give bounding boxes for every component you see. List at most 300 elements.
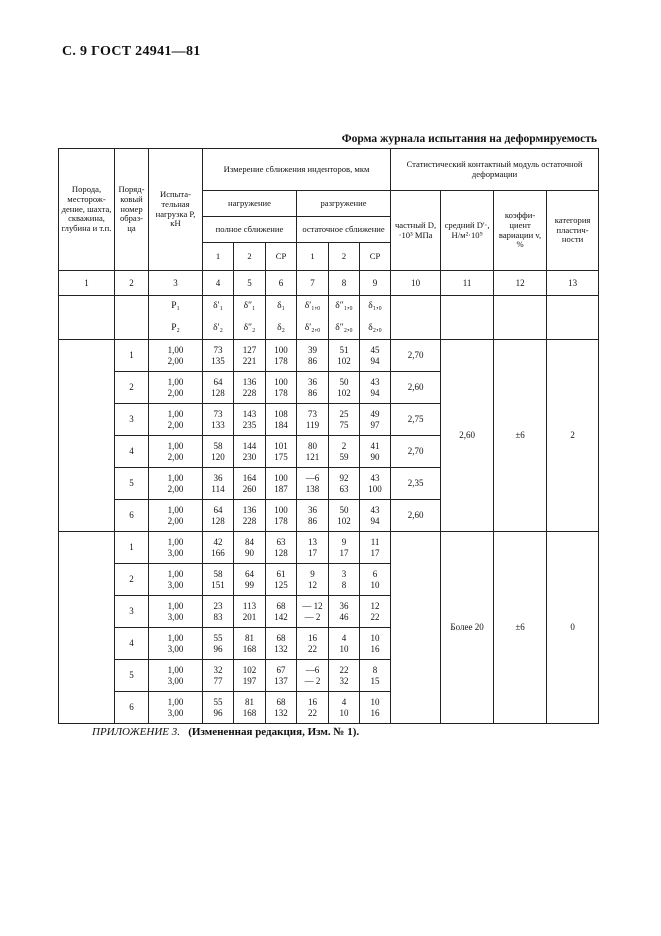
value-top: 1,00 bbox=[167, 505, 184, 516]
value-top: 49 bbox=[370, 409, 380, 420]
value-bottom: 133 bbox=[211, 419, 225, 430]
value-cell bbox=[360, 692, 391, 724]
rock-cell bbox=[59, 296, 115, 340]
value-top: 55 bbox=[213, 633, 223, 644]
value-cell bbox=[297, 468, 329, 500]
symbol-delta: δ″₁ bbox=[234, 296, 266, 318]
value-cell bbox=[329, 660, 360, 692]
value-top: 43 bbox=[370, 473, 380, 484]
value-top: 10 bbox=[370, 697, 380, 708]
value-bottom: 17 bbox=[339, 547, 349, 558]
value-bottom: 2,00 bbox=[167, 387, 184, 398]
value-bottom: 102 bbox=[337, 355, 351, 366]
column-number: 6 bbox=[266, 271, 297, 296]
value-bottom: 16 bbox=[370, 643, 380, 654]
header-coef: коэффи-циент вариации v, % bbox=[494, 191, 547, 271]
column-number: 10 bbox=[391, 271, 441, 296]
sample-number: 2 bbox=[115, 372, 149, 404]
mean-cell bbox=[441, 296, 494, 340]
header-modulus: Статистический контактный модуль остаточной деформации bbox=[391, 149, 599, 191]
value-bottom: 3,00 bbox=[167, 579, 184, 590]
value-top: 45 bbox=[370, 345, 380, 356]
value-top: 164 bbox=[242, 473, 257, 484]
value-bottom: 151 bbox=[211, 579, 225, 590]
value-top: 51 bbox=[339, 345, 349, 356]
value-bottom: 2,00 bbox=[167, 451, 184, 462]
value-top: 102 bbox=[242, 665, 257, 676]
page-header: С. 9 ГОСТ 24941—81 bbox=[62, 44, 201, 59]
symbol-delta: δ′₁,₀ bbox=[297, 296, 329, 318]
value-bottom: 128 bbox=[211, 387, 225, 398]
value-top: 36 bbox=[339, 601, 349, 612]
value-cell bbox=[266, 436, 297, 468]
value-top: — 12 bbox=[302, 601, 323, 612]
coef-value: ±6 bbox=[494, 532, 547, 724]
value-cell bbox=[297, 692, 329, 724]
value-cell bbox=[266, 660, 297, 692]
value-top: 16 bbox=[308, 633, 317, 644]
value-bottom: 178 bbox=[274, 387, 288, 398]
value-bottom: 17 bbox=[370, 547, 380, 558]
column-number: 2 bbox=[115, 271, 149, 296]
value-bottom: 10 bbox=[339, 643, 349, 654]
value-top: 81 bbox=[245, 633, 254, 644]
value-top: 2 bbox=[341, 441, 347, 452]
partial-value: 2,70 bbox=[391, 436, 441, 468]
value-cell bbox=[297, 628, 329, 660]
rock-cell bbox=[59, 532, 115, 724]
value-bottom: 125 bbox=[274, 579, 288, 590]
sample-number: 4 bbox=[115, 628, 149, 660]
value-top: 68 bbox=[276, 633, 286, 644]
header-partial: частный D, ·10³ МПа bbox=[391, 191, 441, 271]
value-top: 16 bbox=[308, 697, 317, 708]
value-bottom: 3,00 bbox=[167, 707, 184, 718]
header-sub: 1 bbox=[203, 243, 234, 271]
value-cell bbox=[234, 468, 266, 500]
value-top: 4 bbox=[341, 697, 347, 708]
value-cell bbox=[360, 468, 391, 500]
header-mean: средний D'·, Н/м²·10⁹ bbox=[441, 191, 494, 271]
value-bottom: 228 bbox=[242, 515, 257, 526]
value-cell bbox=[203, 500, 234, 532]
value-cell bbox=[297, 532, 329, 564]
value-top: 43 bbox=[370, 505, 380, 516]
symbol-delta: δ′₁ bbox=[203, 296, 234, 318]
value-top: 50 bbox=[339, 505, 349, 516]
value-top: 64 bbox=[245, 569, 254, 580]
partial-value: 2,60 bbox=[391, 500, 441, 532]
value-cell bbox=[360, 372, 391, 404]
value-bottom: 2,00 bbox=[167, 483, 184, 494]
value-cell bbox=[203, 468, 234, 500]
value-top: 3 bbox=[341, 569, 347, 580]
value-bottom: 86 bbox=[308, 355, 317, 366]
value-top: 36 bbox=[213, 473, 223, 484]
category-value: 2 bbox=[547, 340, 599, 532]
value-top: 64 bbox=[213, 505, 223, 516]
value-bottom: 3,00 bbox=[167, 547, 184, 558]
value-bottom: 2,00 bbox=[167, 355, 184, 366]
column-number: 5 bbox=[234, 271, 266, 296]
value-bottom: 3,00 bbox=[167, 611, 184, 622]
load-cell bbox=[149, 628, 203, 660]
value-bottom: 166 bbox=[211, 547, 225, 558]
value-top: 73 bbox=[308, 409, 317, 420]
value-cell bbox=[203, 404, 234, 436]
value-bottom: 96 bbox=[213, 707, 223, 718]
value-top: 1,00 bbox=[167, 377, 184, 388]
appendix-label: ПРИЛОЖЕНИЕ 3. bbox=[92, 726, 180, 738]
header-sub: 1 bbox=[297, 243, 329, 271]
header-full: полное сближение bbox=[203, 217, 297, 243]
value-bottom: 90 bbox=[370, 451, 380, 462]
value-top: 22 bbox=[339, 665, 349, 676]
category-value: 0 bbox=[547, 532, 599, 724]
value-bottom: 2,00 bbox=[167, 515, 184, 526]
value-bottom: 201 bbox=[242, 611, 257, 622]
value-top: 1,00 bbox=[167, 537, 184, 548]
value-top: 1,00 bbox=[167, 569, 184, 580]
value-bottom: 16 bbox=[370, 707, 380, 718]
value-bottom: 97 bbox=[370, 419, 380, 430]
value-bottom: 135 bbox=[211, 355, 225, 366]
value-bottom: 22 bbox=[370, 611, 380, 622]
value-top: 73 bbox=[213, 409, 223, 420]
value-bottom: 187 bbox=[274, 483, 288, 494]
value-cell bbox=[329, 692, 360, 724]
load-cell bbox=[149, 660, 203, 692]
value-bottom: 100 bbox=[368, 483, 382, 494]
sample-number: 1 bbox=[115, 532, 149, 564]
symbol-p1: P₁ bbox=[149, 296, 203, 318]
value-cell bbox=[329, 340, 360, 372]
value-top: 1,00 bbox=[167, 441, 184, 452]
value-cell bbox=[266, 372, 297, 404]
value-top: 1,00 bbox=[167, 665, 184, 676]
value-top: 36 bbox=[308, 505, 317, 516]
header-sub: СР bbox=[266, 243, 297, 271]
value-bottom: 8 bbox=[341, 579, 347, 590]
value-cell bbox=[329, 628, 360, 660]
value-cell bbox=[329, 500, 360, 532]
value-top: 4 bbox=[341, 633, 347, 644]
load-cell bbox=[149, 340, 203, 372]
value-bottom: — 2 bbox=[304, 611, 321, 622]
value-top: 25 bbox=[339, 409, 349, 420]
value-bottom: 175 bbox=[274, 451, 288, 462]
value-cell bbox=[360, 596, 391, 628]
value-cell bbox=[266, 692, 297, 724]
partial-value: 2,70 bbox=[391, 340, 441, 372]
value-cell bbox=[329, 404, 360, 436]
load-cell bbox=[149, 596, 203, 628]
sample-number: 4 bbox=[115, 436, 149, 468]
value-bottom: 120 bbox=[211, 451, 225, 462]
value-cell bbox=[360, 340, 391, 372]
value-top: 108 bbox=[274, 409, 288, 420]
value-bottom: 235 bbox=[242, 419, 257, 430]
value-bottom: 32 bbox=[339, 675, 349, 686]
footer-note bbox=[92, 726, 359, 738]
symbol-delta: δ₁,₀ bbox=[360, 296, 391, 318]
value-top: 127 bbox=[242, 345, 257, 356]
value-bottom: 94 bbox=[370, 355, 380, 366]
value-top: 63 bbox=[276, 537, 286, 548]
value-cell bbox=[266, 404, 297, 436]
coef-value: ±6 bbox=[494, 340, 547, 532]
value-top: 100 bbox=[274, 345, 288, 356]
value-cell bbox=[234, 500, 266, 532]
value-top: 113 bbox=[242, 601, 257, 612]
value-cell bbox=[234, 660, 266, 692]
table-row bbox=[59, 340, 599, 372]
value-top: 32 bbox=[213, 665, 223, 676]
value-cell bbox=[203, 372, 234, 404]
value-bottom: 2,00 bbox=[167, 419, 184, 430]
column-number: 1 bbox=[59, 271, 115, 296]
value-bottom: 17 bbox=[308, 547, 317, 558]
load-cell bbox=[149, 500, 203, 532]
value-cell bbox=[329, 532, 360, 564]
header-loading: нагружение bbox=[203, 191, 297, 217]
sample-number: 6 bbox=[115, 692, 149, 724]
value-top: 1,00 bbox=[167, 633, 184, 644]
value-bottom: 12 bbox=[308, 579, 317, 590]
value-cell bbox=[297, 596, 329, 628]
column-number: 9 bbox=[360, 271, 391, 296]
value-bottom: 128 bbox=[274, 547, 288, 558]
value-top: 80 bbox=[308, 441, 317, 452]
sample-number: 3 bbox=[115, 404, 149, 436]
value-bottom: 184 bbox=[274, 419, 288, 430]
value-cell bbox=[234, 564, 266, 596]
header-sub: 2 bbox=[329, 243, 360, 271]
value-bottom: 142 bbox=[274, 611, 288, 622]
value-bottom: 22 bbox=[308, 643, 317, 654]
value-top: 144 bbox=[242, 441, 257, 452]
value-bottom: 178 bbox=[274, 515, 288, 526]
value-top: 1,00 bbox=[167, 697, 184, 708]
value-cell bbox=[203, 436, 234, 468]
value-cell bbox=[234, 692, 266, 724]
value-top: 64 bbox=[213, 377, 223, 388]
sample-number: 1 bbox=[115, 340, 149, 372]
value-cell bbox=[266, 596, 297, 628]
value-cell bbox=[266, 468, 297, 500]
value-cell bbox=[329, 372, 360, 404]
value-top: 58 bbox=[213, 569, 223, 580]
category-cell bbox=[547, 296, 599, 340]
table-row bbox=[59, 532, 599, 564]
sample-number: 3 bbox=[115, 596, 149, 628]
symbol-p2: P₂ bbox=[149, 318, 203, 340]
value-top: 23 bbox=[213, 601, 223, 612]
value-bottom: 3,00 bbox=[167, 675, 184, 686]
value-bottom: 138 bbox=[305, 483, 320, 494]
mean-value: 2,60 bbox=[441, 340, 494, 532]
value-cell bbox=[360, 436, 391, 468]
value-cell bbox=[234, 340, 266, 372]
value-bottom: 83 bbox=[213, 611, 223, 622]
value-bottom: — 2 bbox=[304, 675, 321, 686]
value-top: 100 bbox=[274, 473, 288, 484]
value-bottom: 132 bbox=[274, 643, 288, 654]
value-bottom: 63 bbox=[339, 483, 349, 494]
sample-number: 6 bbox=[115, 500, 149, 532]
value-bottom: 114 bbox=[211, 483, 225, 494]
value-cell bbox=[297, 372, 329, 404]
value-top: 73 bbox=[213, 345, 223, 356]
column-number: 3 bbox=[149, 271, 203, 296]
value-top: 13 bbox=[308, 537, 317, 548]
value-cell bbox=[234, 596, 266, 628]
value-bottom: 132 bbox=[274, 707, 288, 718]
mean-value: Более 20 bbox=[441, 532, 494, 724]
value-bottom: 86 bbox=[308, 515, 317, 526]
value-top: 61 bbox=[276, 569, 286, 580]
value-bottom: 230 bbox=[242, 451, 257, 462]
symbol-delta: δ″₂,₀ bbox=[329, 318, 360, 340]
value-bottom: 221 bbox=[242, 355, 257, 366]
load-cell bbox=[149, 692, 203, 724]
symbol-delta: δ″₂ bbox=[234, 318, 266, 340]
value-top: 1,00 bbox=[167, 409, 184, 420]
value-bottom: 260 bbox=[242, 483, 257, 494]
value-cell bbox=[360, 404, 391, 436]
symbol-delta: δ₂ bbox=[266, 318, 297, 340]
value-top: 36 bbox=[308, 377, 317, 388]
value-cell bbox=[203, 340, 234, 372]
value-top: 9 bbox=[341, 537, 347, 548]
value-top: 42 bbox=[213, 537, 223, 548]
rock-cell bbox=[59, 340, 115, 532]
value-top: 1,00 bbox=[167, 345, 184, 356]
symbol-delta: δ″₁,₀ bbox=[329, 296, 360, 318]
value-top: 8 bbox=[372, 665, 378, 676]
value-cell bbox=[297, 660, 329, 692]
value-cell bbox=[329, 564, 360, 596]
value-top: 81 bbox=[245, 697, 254, 708]
value-bottom: 121 bbox=[305, 451, 320, 462]
sample-number: 2 bbox=[115, 564, 149, 596]
value-bottom: 22 bbox=[308, 707, 317, 718]
coef-cell bbox=[494, 296, 547, 340]
column-number: 4 bbox=[203, 271, 234, 296]
header-convergence: Измерение сближения инденторов, мкм bbox=[203, 149, 391, 191]
value-bottom: 102 bbox=[337, 387, 351, 398]
revision-note: (Измененная редакция, Изм. № 1). bbox=[188, 726, 360, 738]
value-cell bbox=[360, 660, 391, 692]
value-cell bbox=[360, 564, 391, 596]
value-bottom: 10 bbox=[370, 579, 380, 590]
value-bottom: 10 bbox=[339, 707, 349, 718]
value-cell bbox=[234, 404, 266, 436]
number-cell bbox=[115, 296, 149, 340]
value-top: 11 bbox=[370, 537, 380, 548]
value-cell bbox=[360, 628, 391, 660]
value-cell bbox=[266, 564, 297, 596]
value-cell bbox=[297, 340, 329, 372]
value-top: 84 bbox=[245, 537, 254, 548]
load-cell bbox=[149, 436, 203, 468]
value-top: 43 bbox=[370, 377, 380, 388]
value-bottom: 128 bbox=[211, 515, 225, 526]
value-bottom: 75 bbox=[339, 419, 349, 430]
value-cell bbox=[360, 532, 391, 564]
value-cell bbox=[329, 596, 360, 628]
value-bottom: 46 bbox=[339, 611, 349, 622]
value-cell bbox=[234, 372, 266, 404]
value-top: 12 bbox=[370, 601, 380, 612]
value-cell bbox=[297, 436, 329, 468]
value-bottom: 137 bbox=[274, 675, 288, 686]
value-cell bbox=[203, 564, 234, 596]
value-top: 55 bbox=[213, 697, 223, 708]
value-top: 39 bbox=[308, 345, 317, 356]
value-top: 92 bbox=[339, 473, 349, 484]
value-bottom: 94 bbox=[370, 515, 380, 526]
value-top: 68 bbox=[276, 697, 286, 708]
value-bottom: 228 bbox=[242, 387, 257, 398]
value-top: 136 bbox=[242, 505, 257, 516]
value-cell bbox=[234, 532, 266, 564]
value-top: 136 bbox=[242, 377, 257, 388]
value-bottom: 99 bbox=[245, 579, 254, 590]
value-cell bbox=[329, 468, 360, 500]
value-bottom: 168 bbox=[242, 707, 257, 718]
value-cell bbox=[266, 628, 297, 660]
test-log-table bbox=[58, 148, 598, 724]
load-cell bbox=[149, 532, 203, 564]
column-number: 12 bbox=[494, 271, 547, 296]
value-top: —6 bbox=[305, 473, 320, 484]
header-sample-number: Поряд-ковый номер образ-ца bbox=[115, 149, 149, 271]
value-top: 50 bbox=[339, 377, 349, 388]
value-top: 68 bbox=[276, 601, 286, 612]
value-cell bbox=[203, 660, 234, 692]
value-top: 41 bbox=[370, 441, 380, 452]
column-number: 11 bbox=[441, 271, 494, 296]
value-cell bbox=[234, 436, 266, 468]
value-cell bbox=[297, 564, 329, 596]
symbol-delta: δ′₂,₀ bbox=[297, 318, 329, 340]
value-bottom: 77 bbox=[213, 675, 223, 686]
value-cell bbox=[234, 628, 266, 660]
value-top: 67 bbox=[276, 665, 286, 676]
column-number: 13 bbox=[547, 271, 599, 296]
value-bottom: 197 bbox=[242, 675, 257, 686]
value-top: 101 bbox=[274, 441, 288, 452]
partial-value: 2,60 bbox=[391, 372, 441, 404]
partial-value: 2,35 bbox=[391, 468, 441, 500]
symbol-delta: δ₂,₀ bbox=[360, 318, 391, 340]
partial-cell bbox=[391, 296, 441, 340]
value-bottom: 86 bbox=[308, 387, 317, 398]
symbol-delta: δ′₂ bbox=[203, 318, 234, 340]
value-cell bbox=[297, 500, 329, 532]
value-top: 58 bbox=[213, 441, 223, 452]
value-top: 10 bbox=[370, 633, 380, 644]
value-bottom: 168 bbox=[242, 643, 257, 654]
value-cell bbox=[266, 340, 297, 372]
column-number: 7 bbox=[297, 271, 329, 296]
sample-number: 5 bbox=[115, 660, 149, 692]
header-residual: остаточное сближение bbox=[297, 217, 391, 243]
value-cell bbox=[329, 436, 360, 468]
column-number: 8 bbox=[329, 271, 360, 296]
value-cell bbox=[360, 500, 391, 532]
